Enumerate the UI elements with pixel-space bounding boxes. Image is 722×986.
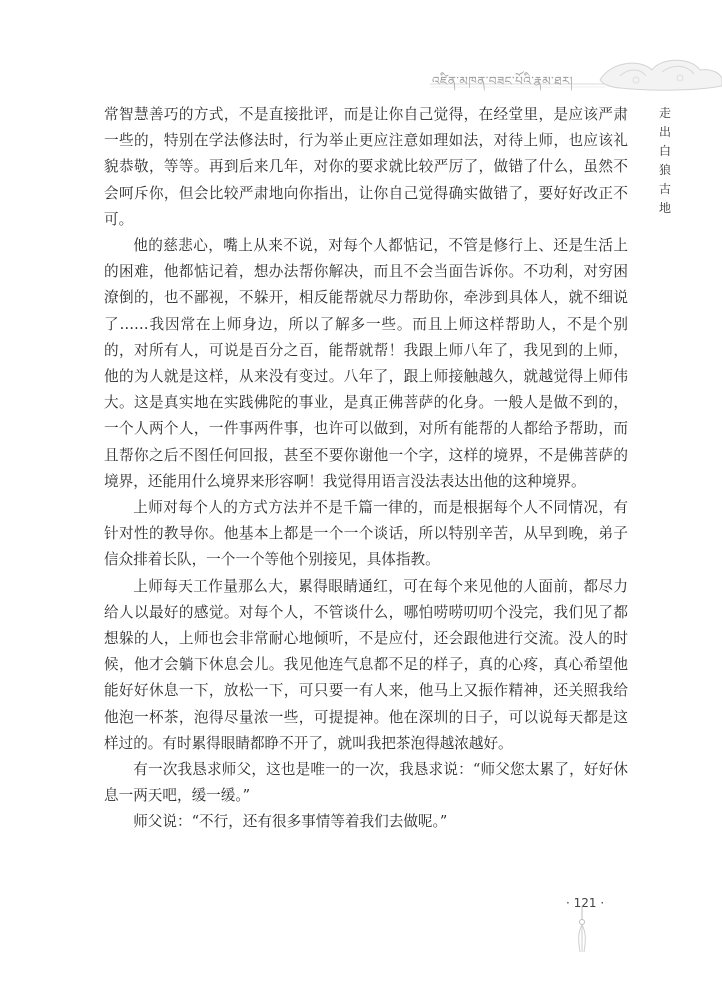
running-header-tibetan: འཛིན་མཁན་བཟང་པོའི་རྣམ་ཐར། [432,74,574,88]
paragraph: 上师对每个人的方式方法并不是千篇一律的，而是根据每个人不同情况，有针对性的教导你。他基本上都是一个一个谈话，所以特别辛苦，从早到晚，弟子信众排着长队，一个一个等他个别接见，具体指教。 [104,499,628,569]
paragraph: 上师每天工作量那么大，累得眼睛通红，可在每个来见他的人面前，都尽力给人以最好的感觉。对每个人，不管谈什么，哪怕唠唠叨叨个没完，我们见了都想躲的人，上师也会非常耐心地倾听，不是应付，还会跟他进行交流。没人的时候，他才会躺下休息会儿。我见他连气息都不足的样子，真的心疼，真心希望他能好好休息一下，放松一下，可只要一有人来，他马上又振作精神，还关照我给他泡一杯茶，泡得尽量浓一些，可提提神。他在深圳的日子，可以说每天都是这样过的。有时累得眼睛都睁不开了，就叫我把茶泡得越浓越好。 [104,577,628,752]
paragraph: 有一次我恳求师父，这也是唯一的一次，我恳求说：“师父您太累了，好好休息一两天吧，缓一缓。” [104,761,628,805]
tassel-ornament-icon [568,906,598,954]
side-title-vertical: 走出白狼古地 [658,106,671,215]
paragraph: 他的慈悲心，嘴上从来不说，对每个人都惦记，不管是修行上、还是生活上的困难，他都惦记着，想办法帮你解决，而且不会当面告诉你。不功利，对穷困潦倒的，也不鄙视，不躲开，相反能帮就尽力帮助你，牵涉到具体人，就不细说了……我因常在上师身边，所以了解多一些。而且上师这样帮助人，不是个别的，对所有人，可说是百分之百，能帮就帮！我跟上师八年了，我见到的上师，他的为人就是这样，从来没有变过。八年了，跟上师接触越久，就越觉得上师伟大。这是真实地在实践佛陀的事业，是真正佛菩萨的化身。一般人是做不到的，一个人两个人，一件事两件事，也许可以做到，对所有能帮的人都给予帮助，而且帮你之后不图任何回报，甚至不要你谢他一个字，这样的境界，不是佛菩萨的境界，还能用什么境界来形容啊！我觉得用语言没法表达出他的这种境界。 [104,237,628,490]
page-number: · 121 · [566,896,605,910]
body-text [104,102,628,836]
paragraph: 师父说：“不行，还有很多事情等着我们去做呢。” [133,813,448,831]
cloud-ornament-icon [0,40,722,100]
header-ornament [0,40,722,100]
paragraph: 常智慧善巧的方式，不是直接批评，而是让你自己觉得，在经堂里，是应该严肃一些的，特别在学法修法时，行为举止更应注意如理如法，对待上师，也应该礼貌恭敬，等等。再到后来几年，对你的要求就比较严厉了，做错了什么，虽然不会呵斥你，但会比较严肃地向你指出，让你自己觉得确实做错了，要好好改正不可。 [104,106,628,228]
